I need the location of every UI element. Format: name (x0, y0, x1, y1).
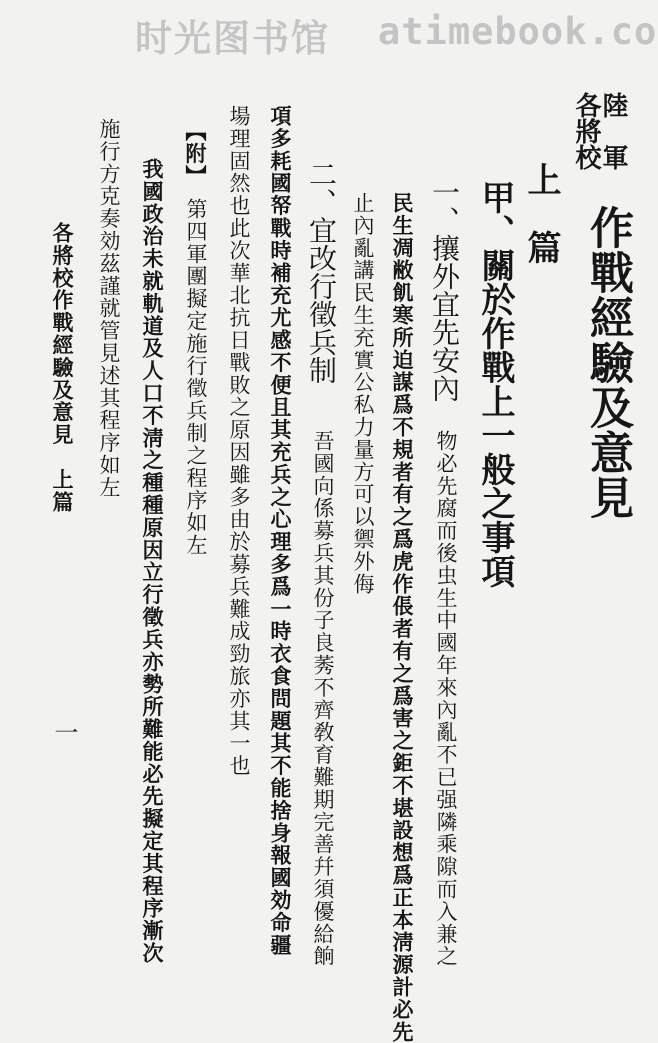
running-title: 各將校作戰經驗及意見 上篇 (50, 222, 75, 514)
section1-line-2: 民生凋敝飢寒所迫謀爲不規者有之爲虎作倀者有之爲害之鉅不堪設想爲正本淸源計必先 (390, 192, 415, 1043)
page-title: 作戰經驗及意見 (582, 205, 633, 520)
chapter-heading: 甲、關於作戰上一般之事項 (475, 180, 515, 588)
section1-line-3: 止內亂講民生充實公私力量方可以禦外侮 (351, 192, 375, 596)
header-army: 陸 軍 (598, 92, 628, 170)
section2-line-1: 吾國向係募兵其份子良莠不齊敎育難期完善幷須優給餉 (311, 430, 335, 968)
section2-heading: 二、宜改行徵兵制 (305, 160, 338, 384)
appendix-line-3: 施行方克奏効茲謹就管見述其程序如左 (97, 118, 121, 499)
appendix-line-2: 我國政治未就軌道及人口不淸之種種原因立行徵兵亦勢所難能必先擬定其程序漸次 (140, 158, 165, 965)
section1-line-1: 物必先腐而後虫生中國年來內亂不已强隣乘隙而入兼之 (434, 430, 458, 968)
watermark-url: atimebook.co (378, 10, 658, 53)
appendix-line-1: 第四軍團擬定施行徵兵制之程序如左 (184, 198, 208, 557)
section2-line-2: 項多耗國帑戰時補充尤感不便且其充兵之心理多爲一時衣食問題其不能捨身報國効命疆 (268, 105, 293, 957)
section1-heading: 一、攘外宜先安內 (428, 178, 461, 402)
appendix-tag: 【附】 (183, 120, 208, 188)
header-schools: 各將校 (571, 92, 601, 170)
watermark (0, 8, 658, 58)
watermark-chinese: 时光图书馆 (135, 17, 330, 58)
section2-line-3: 場理固然也此次華北抗日戰敗之原因雖多由於募兵難成勁旅亦其一也 (227, 105, 251, 777)
volume-label: 上 篇 (521, 162, 561, 264)
page-number: 一 (50, 720, 78, 744)
